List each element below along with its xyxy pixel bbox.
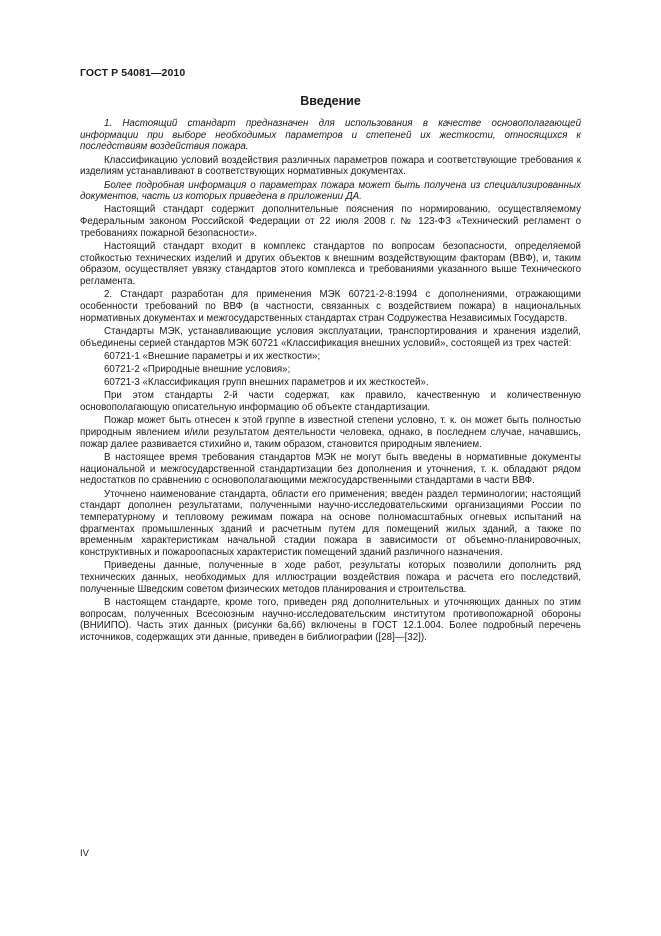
list-item: 60721-1 «Внешние параметры и их жесткости»; xyxy=(104,350,321,362)
page-number: IV xyxy=(80,848,89,859)
paragraph: Настоящий стандарт содержит дополнительные пояснения по нормированию, осуществляемому Федеральным законом Российской Федерации от 22 июля 2008 г. № 123-ФЗ «Технический регламент о требованиях пожарной безопасности». xyxy=(80,204,581,239)
section-title: Введение xyxy=(300,94,361,108)
paragraph: Уточнено наименование стандарта, области его применения; введен раздел терминологии; настоящий стандарт дополнен результатами, полученными научно-исследовательскими организациями России по температурному и тепловому режимам пожара на основе полномасштабных огневых испытаний на фрагментах промышленных зданий и расчетным путем для помещений жилых зданий, а также по временным характеристикам начальной стадии пожара в зависимости от объемно-планировочных, конструктивных и пожароопасных характеристик помещений зданий различного назначения. xyxy=(80,488,581,559)
document-code: ГОСТ Р 54081—2010 xyxy=(80,67,186,79)
list-item: 60721-3 «Классификация групп внешних параметров и их жесткостей». xyxy=(104,377,429,389)
paragraph: При этом стандарты 2-й части содержат, как правило, качественную и количественную основополагающую описательную информацию об объекте стандартизации. xyxy=(80,390,581,414)
paragraph: 1. Настоящий стандарт предназначен для использования в качестве основополагающей информации при выборе необходимых параметров и степеней их жесткости, относящихся к последствиям воздействия пожара. xyxy=(80,118,581,153)
paragraph: В настоящем стандарте, кроме того, приведен ряд дополнительных и уточняющих данных по этим вопросам, полученных Всесоюзным научно-исследовательским институтом противопожарной обороны (ВНИИПО). Часть этих данных (рисунки 6а,6б) включены в ГОСТ 12.1.004. Более подробный перечень источников, содержащих эти данные, приведен в библиографии ([28]—[32]). xyxy=(80,596,581,644)
paragraph: Пожар может быть отнесен к этой группе в известной степени условно, т. к. он может быть полностью природным явлением и/или результатом деятельности человека, однако, в последнем случае, начавшись, пожар далее развивается стихийно и, таким образом, становится природным явлением. xyxy=(80,415,581,450)
paragraph: Стандарты МЭК, устанавливающие условия эксплуатации, транспортирования и хранения изделий, объединены серией стандартов МЭК 60721 «Классификация внешних условий», состоящей из трех частей: xyxy=(80,325,581,349)
paragraph: Более подробная информация о параметрах пожара может быть получена из специализированных документов, часть из которых приведена в приложении ДА. xyxy=(80,179,581,203)
list-item: 60721-2 «Природные внешние условия»; xyxy=(104,364,291,376)
paragraph: Приведены данные, полученные в ходе работ, результаты которых позволили дополнить ряд технических данных, необходимых для иллюстрации воздействия пожара и расчета его последствий, полученные Шведским советом физических методов планирования и строительства. xyxy=(80,560,581,595)
paragraph: 2. Стандарт разработан для применения МЭК 60721-2-8:1994 с дополнениями, отражающими особенности требований по ВВФ (в частности, связанных с воздействием пожара) в национальных нормативных документах и межгосударственных стандартах стран Содружества Независимых Государств. xyxy=(80,289,581,324)
paragraph: В настоящее время требования стандартов МЭК не могут быть введены в нормативные документы национальной и межгосударственной стандартизации без дополнения и уточнения, т. к. обладают рядом недостатков по сравнению с основополагающими межгосударственными стандартами в части ВВФ. xyxy=(80,451,581,487)
paragraph: Настоящий стандарт входит в комплекс стандартов по вопросам безопасности, определяемой стойкостью технических изделий и других объектов к внешним воздействующим факторам (ВВФ), и, таким образом, осуществляет увязку стандартов этого комплекса и требованиями указанного выше Технического регламента. xyxy=(80,241,581,288)
paragraph: Классификацию условий воздействия различных параметров пожара и соответствующие требования к изделиям устанавливают в соответствующих нормативных документах. xyxy=(80,154,581,178)
document-body xyxy=(80,118,581,645)
